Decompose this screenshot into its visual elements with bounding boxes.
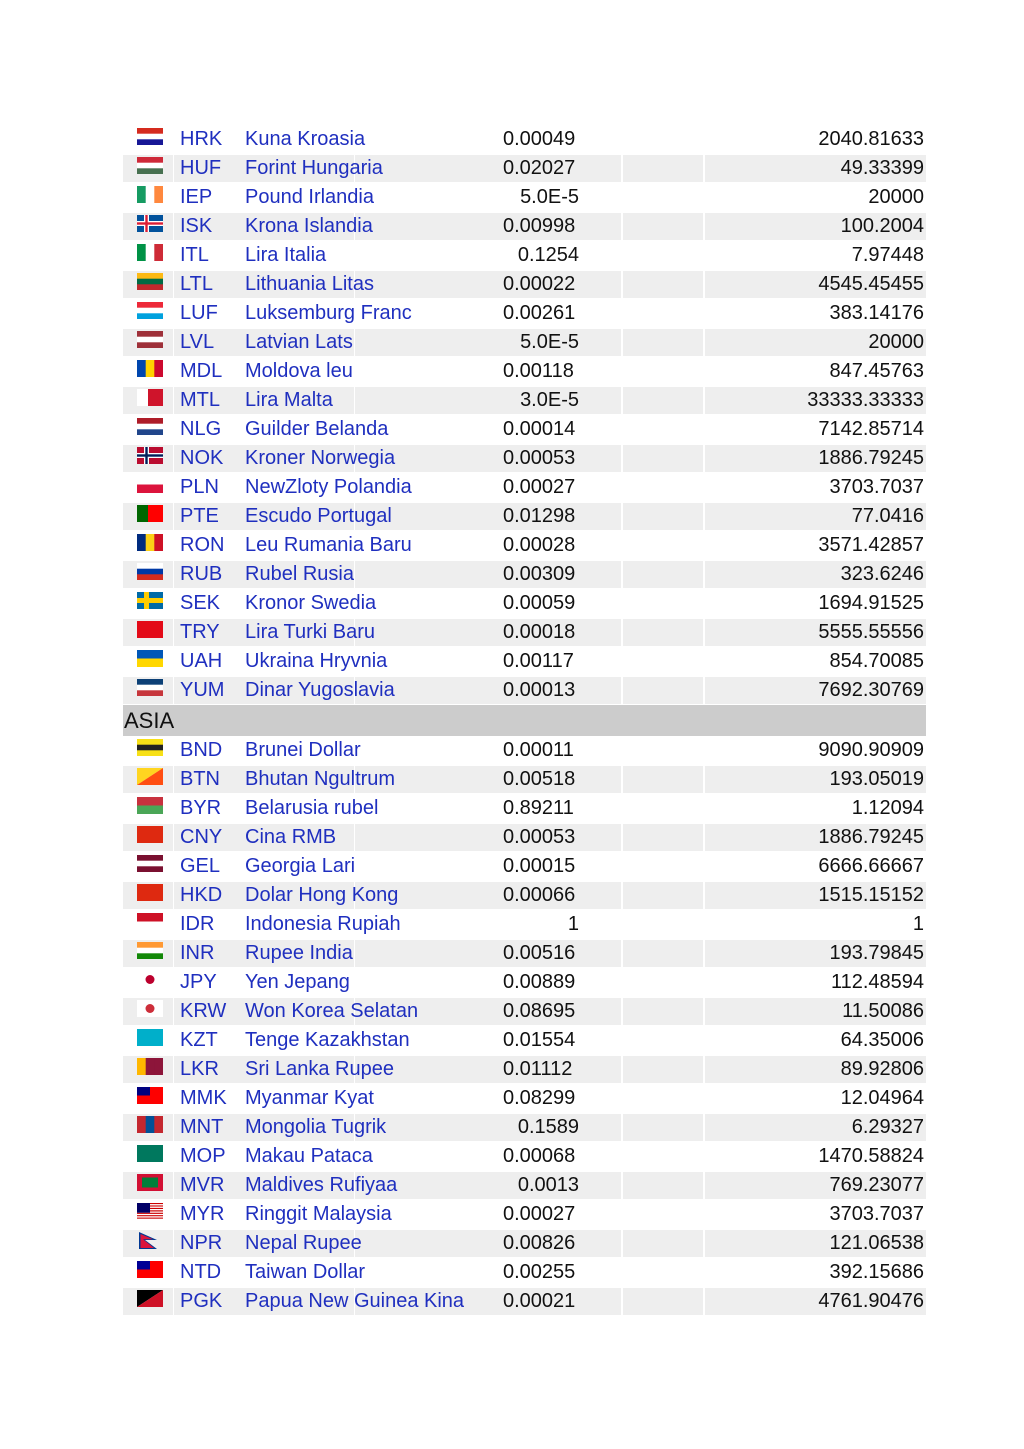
currency-name[interactable]: Rubel Rusia	[245, 563, 354, 585]
table-row	[123, 125, 926, 154]
flag-indonesia-icon	[137, 913, 163, 930]
rate-value: 0.08299	[503, 1087, 576, 1109]
currency-name[interactable]: Makau Pataca	[245, 1145, 373, 1167]
currency-name[interactable]: Pound Irlandia	[245, 186, 374, 208]
currency-name[interactable]: Luksemburg Franc	[245, 302, 412, 324]
currency-name[interactable]: Lithuania Litas	[245, 273, 374, 295]
rate-value: 0.01298	[503, 505, 576, 527]
flag-italy-icon	[137, 244, 163, 261]
currency-name[interactable]: Brunei Dollar	[245, 739, 361, 761]
rate-value: 0.00049	[503, 128, 576, 150]
inverse-rate-value: 20000	[868, 331, 924, 353]
table-row	[123, 1113, 926, 1142]
rate-value: 5.0E-5	[520, 186, 579, 208]
flag-malaysia-icon	[137, 1203, 163, 1220]
table-row	[123, 531, 926, 560]
rate-value: 0.00027	[503, 1203, 576, 1225]
table-row	[123, 241, 926, 270]
rate-value: 0.00068	[503, 1145, 576, 1167]
inverse-rate-value: 1470.58824	[818, 1145, 924, 1167]
rate-value: 0.01554	[503, 1029, 576, 1051]
table-row	[123, 444, 926, 473]
rate-value: 0.00518	[503, 768, 576, 790]
rate-value: 0.02027	[503, 157, 576, 179]
flag-india-icon	[137, 942, 163, 959]
flag-nepal-icon	[137, 1232, 163, 1249]
flag-hungary-icon	[137, 157, 163, 174]
rate-value: 0.00018	[503, 621, 576, 643]
currency-name[interactable]: Papua New Guinea Kina	[245, 1290, 465, 1312]
table-row	[123, 676, 926, 705]
table-row	[123, 328, 926, 357]
inverse-rate-value: 7142.85714	[818, 418, 924, 440]
table-row	[123, 997, 926, 1026]
inverse-rate-value: 12.04964	[840, 1087, 924, 1109]
table-row	[123, 1200, 926, 1229]
rate-value: 1	[567, 913, 579, 935]
currency-name[interactable]: Ukraina Hryvnia	[245, 650, 388, 672]
currency-code[interactable]: RON	[180, 534, 225, 556]
inverse-rate-value: 6666.66667	[818, 855, 924, 877]
flag-taiwan-icon	[137, 1261, 163, 1278]
rate-value: 0.00011	[503, 739, 574, 761]
currency-code[interactable]: INR	[180, 942, 215, 964]
table-row	[123, 357, 926, 386]
inverse-rate-value: 4545.45455	[818, 273, 924, 295]
flag-kazakhstan-icon	[137, 1029, 163, 1046]
inverse-rate-value: 100.2004	[840, 215, 924, 237]
inverse-rate-value: 392.15686	[829, 1261, 924, 1283]
inverse-rate-value: 1	[912, 913, 924, 935]
currency-code[interactable]: MMK	[180, 1087, 227, 1109]
currency-code[interactable]: MOP	[180, 1145, 226, 1167]
flag-iceland-icon	[137, 215, 163, 232]
currency-name[interactable]: Lira Malta	[245, 389, 333, 411]
table-row	[123, 1171, 926, 1200]
currency-code[interactable]: MNT	[180, 1116, 224, 1138]
currency-code[interactable]: MDL	[180, 360, 223, 382]
table-row	[123, 852, 926, 881]
currency-table	[123, 125, 926, 1316]
table-row	[123, 212, 926, 241]
currency-code[interactable]: ITL	[180, 244, 209, 266]
section-header-asia	[123, 705, 926, 736]
flag-hongkong-icon	[137, 884, 163, 901]
inverse-rate-value: 33333.33333	[807, 389, 924, 411]
currency-code[interactable]: KRW	[180, 1000, 227, 1022]
rate-value: 0.00261	[503, 302, 576, 324]
inverse-rate-value: 5555.55556	[818, 621, 924, 643]
currency-code[interactable]: TRY	[180, 621, 220, 643]
flag-papua-icon	[137, 1290, 163, 1307]
inverse-rate-value: 2040.81633	[818, 128, 924, 150]
table-row	[123, 1229, 926, 1258]
table-row	[123, 270, 926, 299]
rate-value: 0.00998	[503, 215, 576, 237]
flag-lithuania-icon	[137, 273, 163, 290]
currency-code[interactable]: LVL	[180, 331, 215, 353]
inverse-rate-value: 769.23077	[829, 1174, 924, 1196]
rate-value: 0.00028	[503, 534, 576, 556]
table-row	[123, 794, 926, 823]
flag-ireland-icon	[137, 186, 163, 203]
rate-value: 0.00309	[503, 563, 576, 585]
flag-srilanka-icon	[137, 1058, 163, 1075]
table-row	[123, 618, 926, 647]
currency-name[interactable]: Kronor Swedia	[245, 592, 377, 614]
currency-code[interactable]: MTL	[180, 389, 220, 411]
rate-value: 0.00013	[503, 679, 576, 701]
rate-value: 0.0013	[517, 1174, 579, 1196]
table-row	[123, 1142, 926, 1171]
inverse-rate-value: 77.0416	[851, 505, 924, 527]
currency-code[interactable]: MVR	[180, 1174, 225, 1196]
flag-maldives-icon	[137, 1174, 163, 1191]
table-row	[123, 1084, 926, 1113]
currency-name[interactable]: Kroner Norwegia	[245, 447, 396, 469]
currency-code[interactable]: JPY	[180, 971, 217, 993]
currency-name[interactable]: Guilder Belanda	[245, 418, 389, 440]
inverse-rate-value: 121.06538	[829, 1232, 924, 1254]
flag-georgia-icon	[137, 855, 163, 872]
inverse-rate-value: 1886.79245	[818, 447, 924, 469]
table-row	[123, 386, 926, 415]
currency-code[interactable]: LUF	[180, 302, 218, 324]
currency-code[interactable]: BTN	[180, 768, 220, 790]
flag-china-icon	[137, 826, 163, 843]
currency-name[interactable]: Belarusia rubel	[245, 797, 379, 819]
flag-portugal-icon	[137, 505, 163, 522]
inverse-rate-value: 3571.42857	[818, 534, 924, 556]
inverse-rate-value: 4761.90476	[818, 1290, 924, 1312]
inverse-rate-value: 854.70085	[829, 650, 924, 672]
flag-malta-icon	[137, 389, 163, 406]
rate-value: 0.08695	[503, 1000, 576, 1022]
currency-code[interactable]: PLN	[180, 476, 219, 498]
currency-code[interactable]: BYR	[180, 797, 222, 819]
rate-value: 0.89211	[503, 797, 574, 819]
rate-value: 0.00066	[503, 884, 576, 906]
flag-poland-icon	[137, 476, 163, 493]
currency-code[interactable]: RUB	[180, 563, 223, 585]
table-row	[123, 560, 926, 589]
inverse-rate-value: 1886.79245	[818, 826, 924, 848]
rate-value: 0.00014	[503, 418, 576, 440]
table-row	[123, 647, 926, 676]
flag-belarus-icon	[137, 797, 163, 814]
currency-name[interactable]: Tenge Kazakhstan	[245, 1029, 410, 1051]
table-row	[123, 1258, 926, 1287]
section-label: ASIA	[124, 708, 175, 733]
table-row	[123, 154, 926, 183]
currency-name[interactable]: Bhutan Ngultrum	[245, 768, 396, 790]
inverse-rate-value: 1694.91525	[818, 592, 924, 614]
inverse-rate-value: 20000	[868, 186, 924, 208]
flag-turkey-icon	[137, 621, 163, 638]
table-row	[123, 1287, 926, 1316]
flag-brunei-icon	[137, 739, 163, 756]
currency-code[interactable]: IEP	[180, 186, 213, 208]
inverse-rate-value: 1515.15152	[818, 884, 924, 906]
rate-value: 0.00516	[503, 942, 576, 964]
currency-code[interactable]: HUF	[180, 157, 222, 179]
currency-name[interactable]: Mongolia Tugrik	[245, 1116, 387, 1138]
currency-code[interactable]: CNY	[180, 826, 223, 848]
currency-code[interactable]: MYR	[180, 1203, 225, 1225]
flag-latvia-icon	[137, 331, 163, 348]
table-row	[123, 183, 926, 212]
currency-name[interactable]: Dinar Yugoslavia	[245, 679, 395, 701]
rate-value: 0.1589	[517, 1116, 579, 1138]
currency-name[interactable]: Ringgit Malaysia	[245, 1203, 392, 1225]
currency-name[interactable]: Forint Hungaria	[245, 157, 383, 179]
flag-croatia-icon	[137, 128, 163, 145]
currency-name[interactable]: Lira Italia	[245, 244, 327, 266]
flag-myanmar-icon	[137, 1087, 163, 1104]
table-row	[123, 736, 926, 765]
currency-code[interactable]: NPR	[180, 1232, 223, 1254]
rate-value: 5.0E-5	[520, 331, 579, 353]
table-row	[123, 502, 926, 531]
currency-name[interactable]: NewZloty Polandia	[245, 476, 412, 498]
currency-name[interactable]: Krona Islandia	[245, 215, 373, 237]
currency-name[interactable]: Yen Jepang	[245, 971, 350, 993]
currency-name[interactable]: Cina RMB	[245, 826, 337, 848]
currency-code[interactable]: SEK	[180, 592, 221, 614]
currency-code[interactable]: NTD	[180, 1261, 222, 1283]
currency-code[interactable]: LKR	[180, 1058, 219, 1080]
currency-name[interactable]: Kuna Kroasia	[245, 128, 366, 150]
inverse-rate-value: 89.92806	[840, 1058, 924, 1080]
inverse-rate-value: 1.12094	[851, 797, 924, 819]
currency-name[interactable]: Myanmar Kyat	[245, 1087, 374, 1109]
currency-code[interactable]: BND	[180, 739, 223, 761]
currency-name[interactable]: Lira Turki Baru	[245, 621, 376, 643]
flag-bhutan-icon	[137, 768, 163, 785]
inverse-rate-value: 11.50086	[842, 1000, 924, 1022]
rate-value: 0.00022	[503, 273, 576, 295]
rate-value: 0.00826	[503, 1232, 576, 1254]
flag-ukraine-icon	[137, 650, 163, 667]
table-row	[123, 939, 926, 968]
rate-value: 0.00027	[503, 476, 576, 498]
rate-value: 0.00117	[503, 650, 574, 672]
rate-value: 0.00889	[503, 971, 576, 993]
flag-japan-icon	[137, 971, 163, 988]
inverse-rate-value: 193.05019	[829, 768, 924, 790]
rate-value: 3.0E-5	[520, 389, 579, 411]
flag-moldova-icon	[137, 360, 163, 377]
table-row	[123, 1026, 926, 1055]
currency-name[interactable]: Dolar Hong Kong	[245, 884, 399, 906]
inverse-rate-value: 49.33399	[840, 157, 924, 179]
rate-value: 0.00118	[503, 360, 574, 382]
currency-code[interactable]: GEL	[180, 855, 221, 877]
table-row	[123, 910, 926, 939]
table-row	[123, 881, 926, 910]
rate-value: 0.1254	[517, 244, 579, 266]
currency-code[interactable]: UAH	[180, 650, 223, 672]
currency-name[interactable]: Leu Rumania Baru	[245, 534, 412, 556]
inverse-rate-value: 383.14176	[829, 302, 924, 324]
currency-code[interactable]: NLG	[180, 418, 222, 440]
flag-mongolia-icon	[137, 1116, 163, 1133]
currency-name[interactable]: Sri Lanka Rupee	[245, 1058, 394, 1080]
currency-code[interactable]: HKD	[180, 884, 223, 906]
rate-value: 0.01112	[503, 1058, 573, 1080]
currency-code[interactable]: YUM	[180, 679, 225, 701]
europe-rows	[123, 125, 926, 705]
currency-name[interactable]: Latvian Lats	[245, 331, 353, 353]
inverse-rate-value: 112.48594	[830, 971, 924, 993]
currency-name[interactable]: Moldova leu	[245, 360, 353, 382]
rate-value: 0.00053	[503, 447, 576, 469]
currency-code[interactable]: LTL	[180, 273, 213, 295]
rate-value: 0.00255	[503, 1261, 576, 1283]
currency-name[interactable]: Nepal Rupee	[245, 1232, 362, 1254]
flag-korea-icon	[137, 1000, 163, 1017]
currency-name[interactable]: Georgia Lari	[245, 855, 356, 877]
inverse-rate-value: 323.6246	[840, 563, 924, 585]
table-row	[123, 968, 926, 997]
inverse-rate-value: 3703.7037	[829, 1203, 924, 1225]
rate-value: 0.00059	[503, 592, 576, 614]
currency-code[interactable]: PGK	[180, 1290, 223, 1312]
table-row	[123, 589, 926, 618]
currency-name[interactable]: Indonesia Rupiah	[245, 913, 401, 935]
rate-value: 0.00015	[503, 855, 576, 877]
currency-name[interactable]: Rupee India	[245, 942, 353, 964]
flag-luxembourg-icon	[137, 302, 163, 319]
flag-macau-icon	[137, 1145, 163, 1162]
flag-romania-icon	[137, 534, 163, 551]
table-row	[123, 1055, 926, 1084]
currency-code[interactable]: KZT	[180, 1029, 218, 1051]
inverse-rate-value: 847.45763	[829, 360, 924, 382]
flag-russia-icon	[137, 563, 163, 580]
currency-code[interactable]: PTE	[180, 505, 219, 527]
inverse-rate-value: 7692.30769	[818, 679, 924, 701]
currency-code[interactable]: ISK	[180, 215, 213, 237]
inverse-rate-value: 6.29327	[851, 1116, 924, 1138]
currency-name[interactable]: Won Korea Selatan	[245, 1000, 419, 1022]
flag-sweden-icon	[137, 592, 163, 609]
asia-rows	[123, 736, 926, 1316]
rate-value: 0.00053	[503, 826, 576, 848]
inverse-rate-value: 64.35006	[840, 1029, 924, 1051]
currency-code[interactable]: HRK	[180, 128, 223, 150]
table-row	[123, 823, 926, 852]
rate-value: 0.00021	[503, 1290, 576, 1312]
currency-name[interactable]: Taiwan Dollar	[245, 1261, 366, 1283]
table-row	[123, 473, 926, 502]
table-row	[123, 299, 926, 328]
flag-norway-icon	[137, 447, 163, 464]
table-row	[123, 765, 926, 794]
inverse-rate-value: 7.97448	[851, 244, 924, 266]
inverse-rate-value: 3703.7037	[829, 476, 924, 498]
currency-code[interactable]: NOK	[180, 447, 224, 469]
currency-name[interactable]: Maldives Rufiyaa	[245, 1174, 398, 1196]
flag-netherlands-icon	[137, 418, 163, 435]
currency-code[interactable]: IDR	[180, 913, 215, 935]
inverse-rate-value: 193.79845	[829, 942, 924, 964]
flag-yugoslavia-icon	[137, 679, 163, 696]
inverse-rate-value: 9090.90909	[818, 739, 924, 761]
table-row	[123, 415, 926, 444]
currency-name[interactable]: Escudo Portugal	[245, 505, 392, 527]
